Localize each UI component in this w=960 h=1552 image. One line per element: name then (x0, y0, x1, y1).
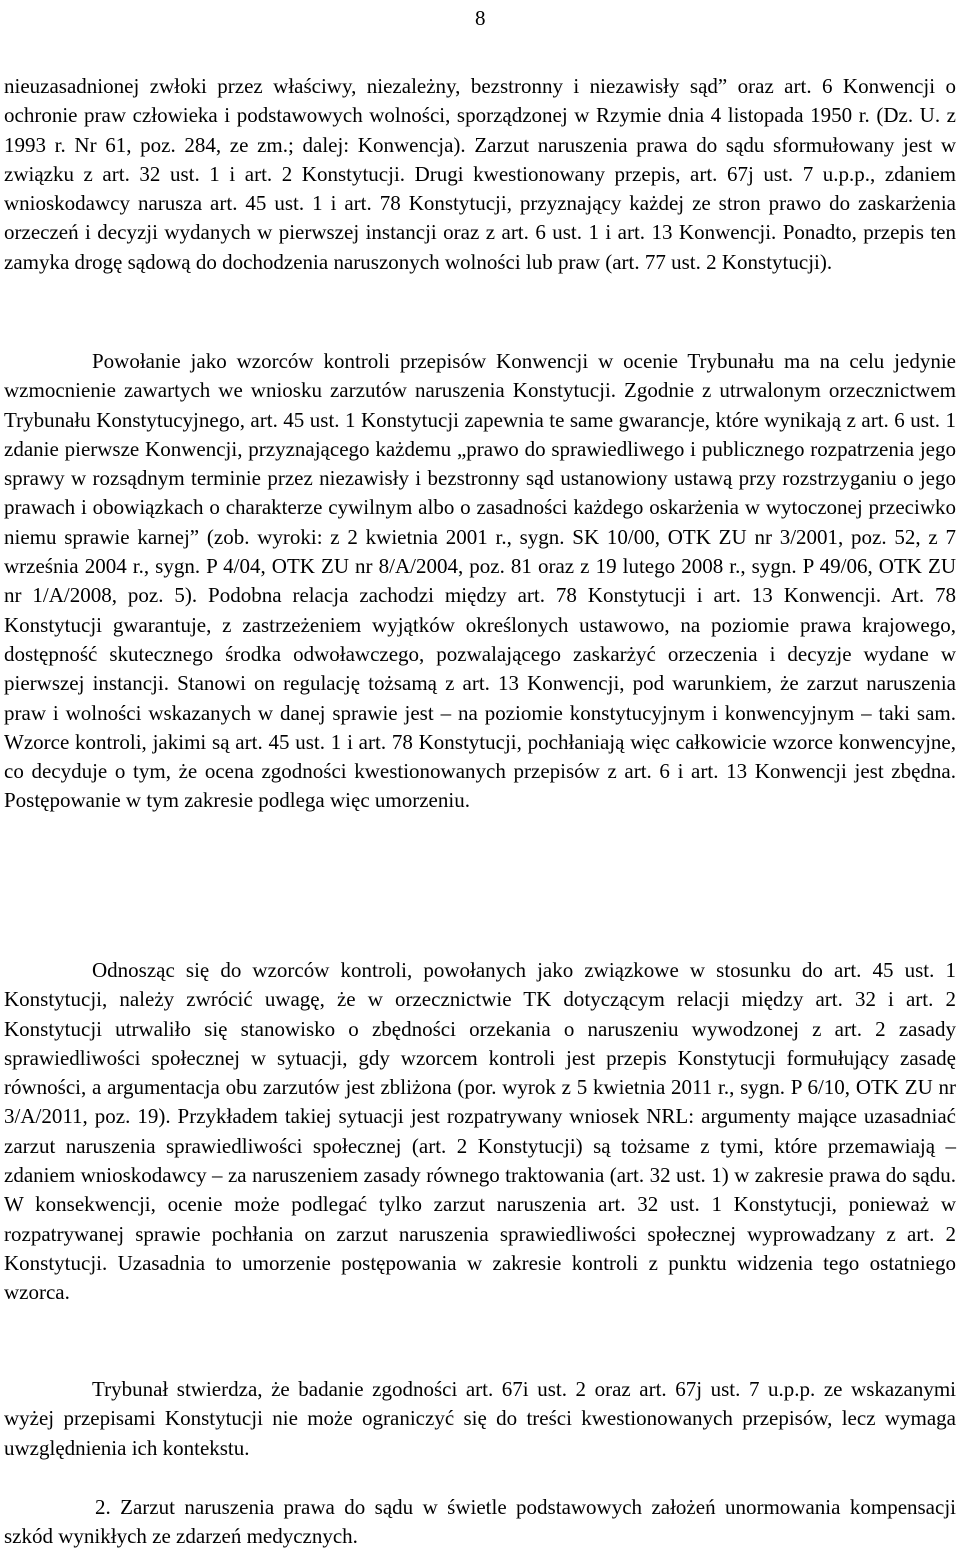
page-number: 8 (475, 6, 486, 30)
paragraph-text: Trybunał stwierdza, że badanie zgodności art. 67i ust. 2 oraz art. 67j ust. 7 u.p.p. ze wskazanymi wyżej przepisami Konstytucji nie może ograniczyć się do treści kwestionowanych przepisów, lecz wymaga uwzględnienia ich kontekstu. (4, 1377, 956, 1460)
paragraph (4, 956, 956, 1308)
paragraph-text: nieuzasadnionej zwłoki przez właściwy, niezależny, bezstronny i niezawisły sąd” oraz art. 6 Konwencji o ochronie praw człowieka i podstawowych wolności, sporządzonej w Rzymie dnia 4 listopada 1950 r. (Dz. U. z 1993 r. Nr 61, poz. 284, ze zm.; dalej: Konwencja). Zarzut naruszenia prawa do sądu sformułowany jest w związku z art. 32 ust. 1 i art. 2 Konstytucji. Drugi kwestionowany przepis, art. 67j ust. 7 u.p.p., zdaniem wnioskodawcy narusza art. 45 ust. 1 i art. 78 Konstytucji, przyznający każdej ze stron prawo do zaskarżenia orzeczeń i decyzji wydanych w pierwszej instancji oraz z art. 6 ust. 1 i art. 13 Konwencji. Ponadto, przepis ten zamyka drogę sądową do dochodzenia naruszonych wolności lub praw (art. 77 ust. 2 Konstytucji). (4, 74, 956, 274)
section-heading-text: 2. Zarzut naruszenia prawa do sądu w świetle podstawowych założeń unormowania kompensacji szkód wynikłych ze zdarzeń medycznych. (4, 1495, 956, 1549)
paragraph-text: Odnosząc się do wzorców kontroli, powołanych jako związkowe w stosunku do art. 45 ust. 1 Konstytucji, należy zwrócić uwagę, że w orzecznictwie TK dotyczącym relacji między art. 32 i art. 2 Konstytucji utrwaliło się stanowisko o zbędności orzekania o naruszeniu wywodzonej z art. 2 zasady sprawiedliwości społecznej w sytuacji, gdy wzorcem kontroli jest przepis Konstytucji formułujący zasadę równości, a argumentacja obu zarzutów jest zbliżona (por. wyrok z 5 kwietnia 2011 r., sygn. P 6/10, OTK ZU nr 3/A/2011, poz. 19). Przykładem takiej sytuacji jest rozpatrywany wniosek NRL: argumenty mające uzasadniać zarzut naruszenia sprawiedliwości społecznej (art. 2 Konstytucji) są tożsame z tymi, które przemawiają – zdaniem wnioskodawcy – za naruszeniem zasady równego traktowania (art. 32 ust. 1) w zakresie prawa do sądu. W konsekwencji, ocenie może podlegać tylko zarzut naruszenia art. 32 ust. 1 Konstytucji, ponieważ w rozpatrywanej sprawie pochłania on zarzut naruszenia sprawiedliwości społecznej wyprowadzany z art. 2 Konstytucji. Uzasadnia to umorzenie postępowania w zakresie kontroli z punktu widzenia tego ostatniego wzorca. (4, 958, 956, 1305)
paragraph (4, 1375, 956, 1463)
paragraph (4, 72, 956, 277)
paragraph (4, 347, 956, 816)
section-heading (4, 1493, 956, 1552)
paragraph-text: Powołanie jako wzorców kontroli przepisów Konwencji w ocenie Trybunału ma na celu jedynie wzmocnienie zawartych we wniosku zarzutów naruszenia Konstytucji. Zgodnie z utrwalonym orzecznictwem Trybunału Konstytucyjnego, art. 45 ust. 1 Konstytucji zapewnia te same gwarancje, które wynikają z art. 6 ust. 1 zdanie pierwsze Konwencji, przyznającego każdemu „prawo do sprawiedliwego i publicznego rozpatrzenia jego sprawy w rozsądnym terminie przez niezawisły i bezstronny sąd ustanowiony ustawą przy rozstrzyganiu o jego prawach i obowiązkach o charakterze cywilnym albo o zasadności każdego oskarżenia w wytoczonej przeciwko niemu sprawie karnej” (zob. wyroki: z 2 kwietnia 2001 r., sygn. SK 10/00, OTK ZU nr 3/2001, poz. 52, z 7 września 2004 r., sygn. P 4/04, OTK ZU nr 8/A/2004, poz. 81 oraz z 19 lutego 2008 r., sygn. P 49/06, OTK ZU nr 1/A/2008, poz. 5). Podobna relacja zachodzi między art. 78 Konstytucji i art. 13 Konwencji. Art. 78 Konstytucji gwarantuje, z zastrzeżeniem wyjątków określonych ustawowo, na poziomie prawa krajowego, dostępność skutecznego środka odwoławczego, pozwalającego zaskarżyć orzeczenia i decyzje wydane w pierwszej instancji. Stanowi on regulację tożsamą z art. 13 Konwencji, pod warunkiem, że zarzut naruszenia praw i wolności wskazanych w danej sprawie jest – na poziomie konstytucyjnym i konwencyjnym – taki sam. Wzorce kontroli, jakimi są art. 45 ust. 1 i art. 78 Konstytucji, pochłaniają więc całkowicie wzorce konwencyjne, co decyduje o tym, że ocena zgodności kwestionowanych przepisów z art. 6 i art. 13 Konwencji jest zbędna. Postępowanie w tym zakresie podlega więc umorzeniu. (4, 349, 956, 813)
